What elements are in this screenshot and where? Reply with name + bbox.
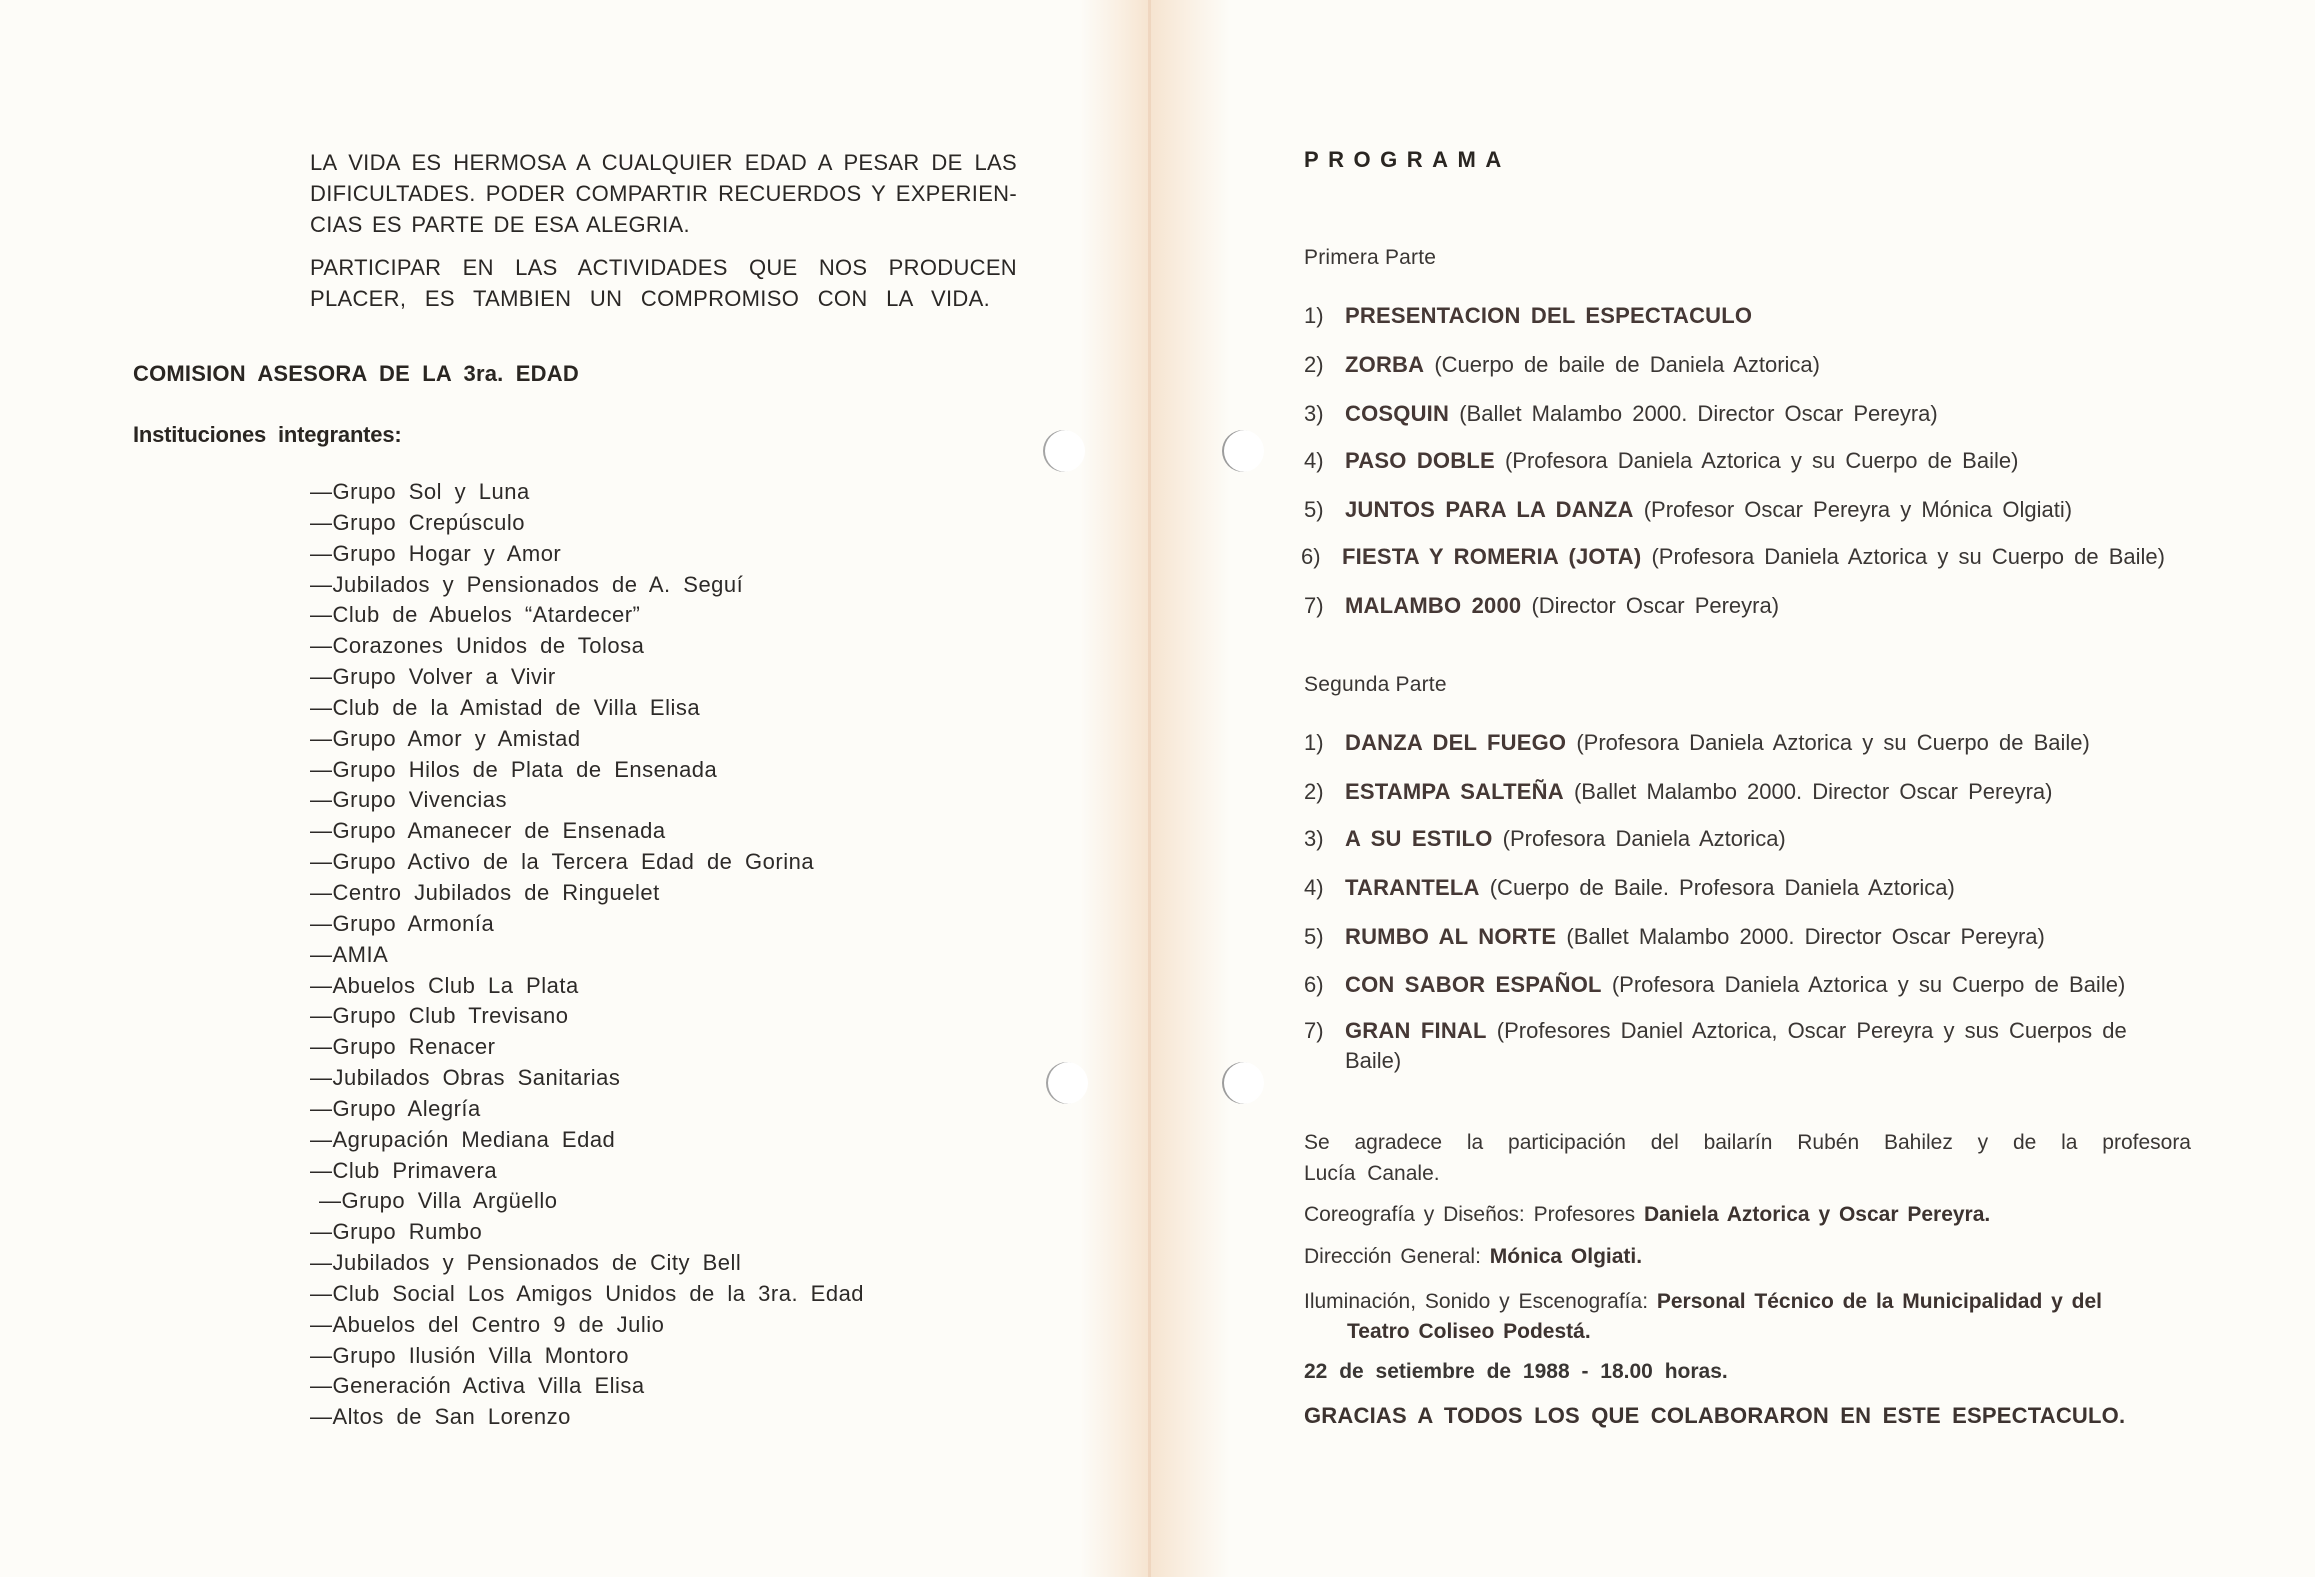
- institution-item: —Jubilados Obras Sanitarias: [310, 1065, 621, 1091]
- item-description: (Profesora Daniela Aztorica y su Cuerpo de Baile): [1651, 544, 2165, 569]
- item-description: (Profesora Daniela Aztorica y su Cuerpo de Baile): [1504, 448, 2019, 473]
- intro-paragraph-1: [310, 147, 1017, 240]
- institution-item: —AMIA: [310, 941, 389, 967]
- lighting-value-cont: Teatro Coliseo Podestá.: [1347, 1320, 1591, 1343]
- item-number: 4): [1304, 875, 1324, 900]
- institution-item: —Grupo Ilusión Villa Montoro: [310, 1342, 629, 1368]
- item-title: RUMBO AL NORTE: [1345, 924, 1557, 949]
- institution-item: —Grupo Alegría: [310, 1095, 481, 1121]
- item-description: (Cuerpo de Baile. Profesora Daniela Aztorica): [1489, 875, 1955, 900]
- program-item: [1301, 544, 2165, 570]
- item-description: (Profesora Daniela Aztorica): [1502, 826, 1786, 851]
- institution-item: —Grupo Crepúsculo: [310, 509, 526, 535]
- item-description: (Cuerpo de baile de Daniela Aztorica): [1434, 352, 1820, 377]
- event-date: 22 de setiembre de 1988 - 18.00 horas.: [1304, 1360, 1728, 1383]
- program-title: PROGRAMA: [1304, 147, 1511, 172]
- item-number: 6): [1301, 544, 1321, 569]
- item-number: 1): [1304, 303, 1324, 328]
- item-number: 3): [1304, 826, 1324, 851]
- institution-item: —Club Primavera: [310, 1157, 498, 1183]
- closing-thanks: GRACIAS A TODOS LOS QUE COLABORARON EN ESTE ESPECTACULO.: [1304, 1403, 2126, 1428]
- first-part-label: Primera Parte: [1304, 246, 1437, 269]
- institution-item: —Grupo Amanecer de Ensenada: [310, 818, 666, 844]
- program-item: [1304, 303, 1752, 329]
- punch-hole-right-top: [1222, 430, 1264, 472]
- center-fold: [1148, 0, 1151, 1577]
- commission-heading: COMISION ASESORA DE LA 3ra. EDAD: [133, 361, 579, 386]
- institution-item: —Club Social Los Amigos Unidos de la 3ra. Edad: [310, 1280, 865, 1306]
- institution-item: —Altos de San Lorenzo: [310, 1404, 571, 1430]
- item-number: 5): [1304, 497, 1324, 522]
- item-number: 2): [1304, 352, 1324, 377]
- item-description: (Director Oscar Pereyra): [1531, 593, 1780, 618]
- item-title: PASO DOBLE: [1345, 448, 1495, 473]
- program-item: [1304, 779, 2052, 805]
- institution-item: —Grupo Amor y Amistad: [310, 725, 581, 751]
- institutions-list: [310, 477, 864, 1433]
- institution-item: —Grupo Hogar y Amor: [310, 540, 562, 566]
- program-item: [1304, 972, 2125, 998]
- institutions-label: Instituciones integrantes:: [133, 422, 402, 447]
- institution-item: —Corazones Unidos de Tolosa: [310, 633, 645, 659]
- direction-credit: [1304, 1245, 1642, 1269]
- item-description-cont: Baile): [1345, 1048, 1402, 1073]
- punch-hole-left-top: [1043, 430, 1085, 472]
- intro-line: PLACER, ES TAMBIEN UN COMPROMISO CON LA VIDA.: [310, 286, 990, 311]
- choreography-value: Daniela Aztorica y Oscar Pereyra.: [1644, 1203, 1991, 1226]
- item-description: (Profesora Daniela Aztorica y su Cuerpo de Baile): [1611, 972, 2126, 997]
- program-item: [1304, 875, 1955, 901]
- item-number: 5): [1304, 924, 1324, 949]
- item-title: ZORBA: [1345, 352, 1425, 377]
- institution-item: —Grupo Hilos de Plata de Ensenada: [310, 756, 718, 782]
- intro-line: CIAS ES PARTE DE ESA ALEGRIA.: [310, 212, 690, 237]
- item-title: DANZA DEL FUEGO: [1345, 730, 1567, 755]
- choreography-label: Coreografía y Diseños: Profesores: [1304, 1203, 1636, 1226]
- punch-hole-left-bottom: [1046, 1062, 1088, 1104]
- punch-hole-right-bottom: [1222, 1062, 1264, 1104]
- item-title: FIESTA Y ROMERIA (JOTA): [1342, 544, 1642, 569]
- direction-label: Dirección General:: [1304, 1245, 1481, 1268]
- item-title: ESTAMPA SALTEÑA: [1345, 779, 1564, 804]
- institution-item: —Jubilados y Pensionados de City Bell: [310, 1250, 742, 1276]
- item-number: 1): [1304, 730, 1324, 755]
- institution-item: —Grupo Vivencias: [310, 787, 508, 813]
- institution-item: —Abuelos Club La Plata: [310, 972, 579, 998]
- item-description: (Profesora Daniela Aztorica y su Cuerpo de Baile): [1576, 730, 2090, 755]
- institution-item: —Jubilados y Pensionados de A. Seguí: [310, 571, 744, 597]
- institution-item: —Grupo Armonía: [310, 910, 495, 936]
- intro-text: [310, 147, 1017, 314]
- item-number: 7): [1304, 1018, 1324, 1043]
- intro-line: PARTICIPAR EN LAS ACTIVIDADES QUE NOS PRODUCEN: [310, 255, 1017, 280]
- item-title: CON SABOR ESPAÑOL: [1345, 972, 1602, 997]
- item-title: COSQUIN: [1345, 401, 1450, 426]
- institution-item: —Generación Activa Villa Elisa: [310, 1373, 645, 1399]
- program-item: [1304, 497, 2072, 523]
- item-number: 2): [1304, 779, 1324, 804]
- institution-item: —Abuelos del Centro 9 de Julio: [310, 1311, 665, 1337]
- item-description: (Profesores Daniel Aztorica, Oscar Pereyra y sus Cuerpos de: [1496, 1018, 2127, 1043]
- second-part-label: Segunda Parte: [1304, 673, 1447, 696]
- item-description: (Ballet Malambo 2000. Director Oscar Pereyra): [1573, 779, 2053, 804]
- program-item: [1304, 730, 2090, 756]
- acknowledgement-line: Lucía Canale.: [1304, 1162, 1440, 1185]
- item-title: GRAN FINAL: [1345, 1018, 1487, 1043]
- item-title: JUNTOS PARA LA DANZA: [1345, 497, 1634, 522]
- item-title: PRESENTACION DEL ESPECTACULO: [1345, 303, 1753, 328]
- institution-item: —Grupo Renacer: [310, 1034, 496, 1060]
- item-description: (Ballet Malambo 2000. Director Oscar Pereyra): [1566, 924, 2045, 949]
- item-title: TARANTELA: [1345, 875, 1480, 900]
- acknowledgement-line: Se agradece la participación del bailarín Rubén Bahilez y de la profesora: [1304, 1131, 2191, 1154]
- intro-paragraph-2: [310, 252, 1017, 314]
- program-item: [1304, 826, 1786, 852]
- item-number: 7): [1304, 593, 1324, 618]
- program-item: [1304, 352, 1820, 378]
- institution-item: —Grupo Villa Argüello: [319, 1188, 558, 1214]
- program-item: [1304, 448, 2018, 474]
- institution-item: —Grupo Sol y Luna: [310, 479, 530, 504]
- program-item: [1304, 924, 2045, 950]
- program-item: [1304, 401, 1938, 427]
- lighting-value: Personal Técnico de la Municipalidad y del: [1656, 1290, 2102, 1313]
- institution-item: —Grupo Club Trevisano: [310, 1003, 569, 1029]
- intro-line: LA VIDA ES HERMOSA A CUALQUIER EDAD A PESAR DE LAS: [310, 150, 1017, 175]
- item-title: A SU ESTILO: [1345, 826, 1493, 851]
- institution-item: —Club de la Amistad de Villa Elisa: [310, 694, 701, 720]
- program-item: [1304, 1016, 2194, 1076]
- intro-line: DIFICULTADES. PODER COMPARTIR RECUERDOS Y EXPERIEN-: [310, 181, 1017, 206]
- institution-item: —Club de Abuelos “Atardecer”: [310, 602, 641, 628]
- acknowledgement: [1304, 1127, 2191, 1189]
- item-number: 6): [1304, 972, 1324, 997]
- item-description: (Profesor Oscar Pereyra y Mónica Olgiati): [1643, 497, 2073, 522]
- institution-item: —Grupo Volver a Vivir: [310, 664, 556, 690]
- item-number: 4): [1304, 448, 1324, 473]
- lighting-label: Iluminación, Sonido y Escenografía:: [1304, 1290, 1649, 1313]
- item-number: 3): [1304, 401, 1324, 426]
- lighting-credit: [1304, 1287, 2102, 1347]
- institution-item: —Centro Jubilados de Ringuelet: [310, 879, 660, 905]
- item-title: MALAMBO 2000: [1345, 593, 1522, 618]
- institution-item: —Grupo Activo de la Tercera Edad de Gorina: [310, 849, 815, 875]
- institution-item: —Grupo Rumbo: [310, 1219, 483, 1245]
- program-item: [1304, 593, 1779, 619]
- item-description: (Ballet Malambo 2000. Director Oscar Pereyra): [1459, 401, 1938, 426]
- direction-value: Mónica Olgiati.: [1489, 1245, 1643, 1268]
- institution-item: —Agrupación Mediana Edad: [310, 1126, 616, 1152]
- choreography-credit: [1304, 1203, 1990, 1227]
